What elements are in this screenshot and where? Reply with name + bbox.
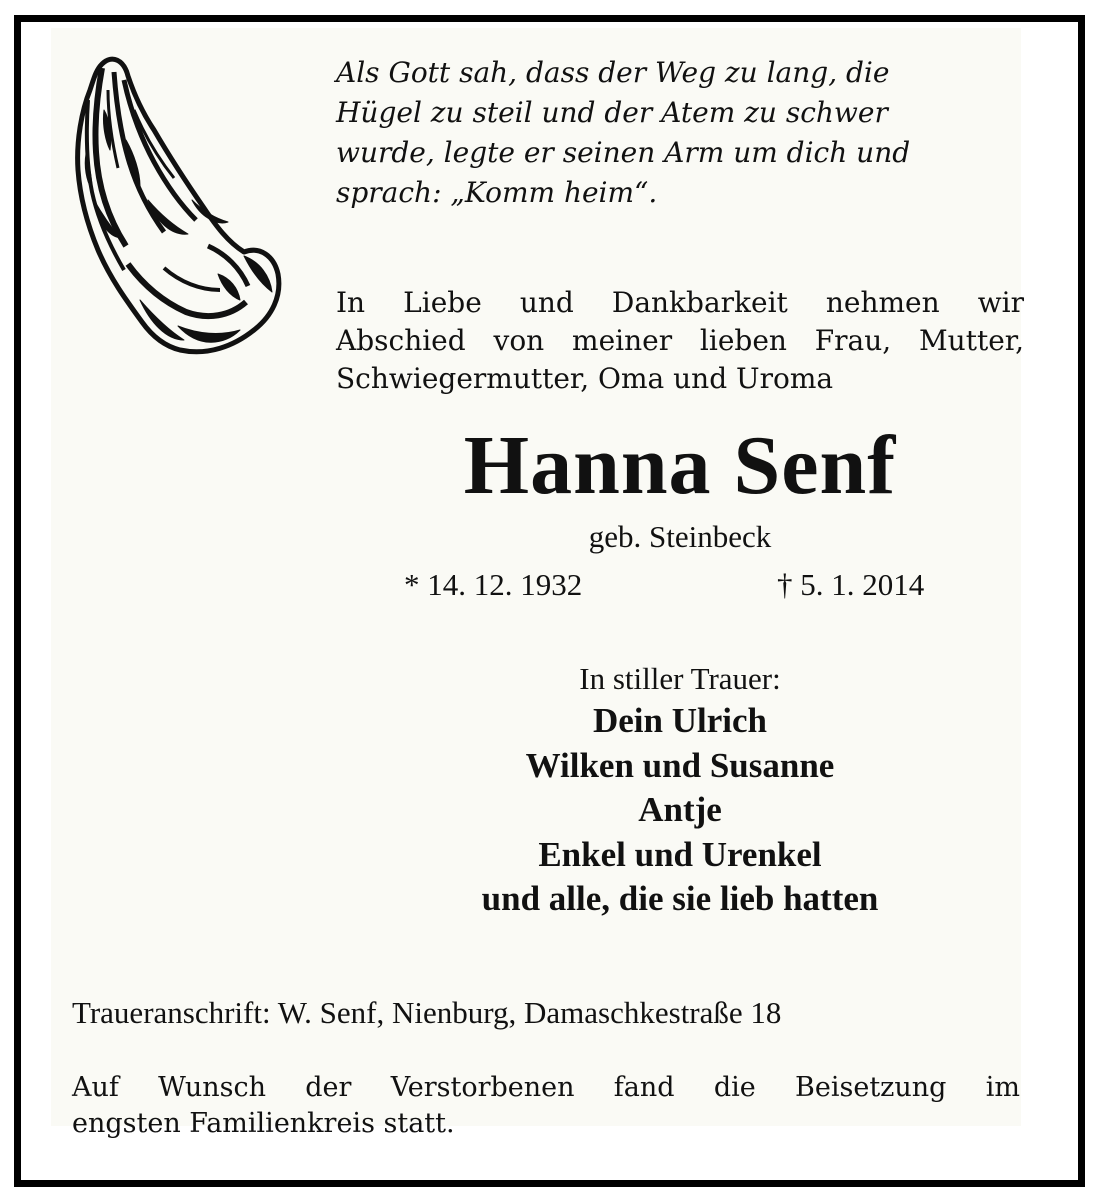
birth-date: * 14. 12. 1932: [404, 567, 583, 602]
praying-hands-icon: [68, 50, 288, 368]
closing-line: engsten Familienkreis statt.: [72, 1108, 455, 1139]
poem-line: Als Gott sah, dass der Weg zu lang, die: [336, 56, 890, 89]
farewell-intro: [336, 284, 1024, 398]
mourner-name: Enkel und Urenkel: [538, 834, 822, 874]
intro-line: In Liebe und Dankbarkeit nehmen wir: [336, 286, 1024, 319]
deceased-name: Hanna Senf: [463, 419, 897, 512]
poem-line: Hügel zu steil und der Atem zu schwer: [336, 96, 888, 129]
closing-note: [72, 1070, 1020, 1142]
poem-line: sprach: „Komm heim“.: [336, 176, 658, 209]
mourning-heading: In stiller Trauer:: [579, 661, 781, 696]
intro-line: Abschied von meiner lieben Frau, Mutter,: [336, 324, 1024, 357]
intro-line: Schwiegermutter, Oma und Uroma: [336, 362, 834, 395]
mourner-name: Dein Ulrich: [592, 701, 767, 740]
poem: [336, 53, 1016, 213]
mourners-list: [336, 699, 1024, 922]
death-date: † 5. 1. 2014: [777, 567, 925, 602]
poem-line: wurde, legte er seinen Arm um dich und: [336, 136, 911, 169]
closing-line: Auf Wunsch der Verstorbenen fand die Beisetzung im: [72, 1072, 1020, 1103]
mourner-name: Antje: [638, 790, 722, 829]
mourning-address: Traueranschrift: W. Senf, Nienburg, Damaschkestraße 18: [72, 995, 782, 1030]
maiden-name: geb. Steinbeck: [588, 519, 772, 554]
mourner-name: und alle, die sie lieb hatten: [481, 879, 879, 918]
mourner-name: Wilken und Susanne: [525, 745, 835, 785]
